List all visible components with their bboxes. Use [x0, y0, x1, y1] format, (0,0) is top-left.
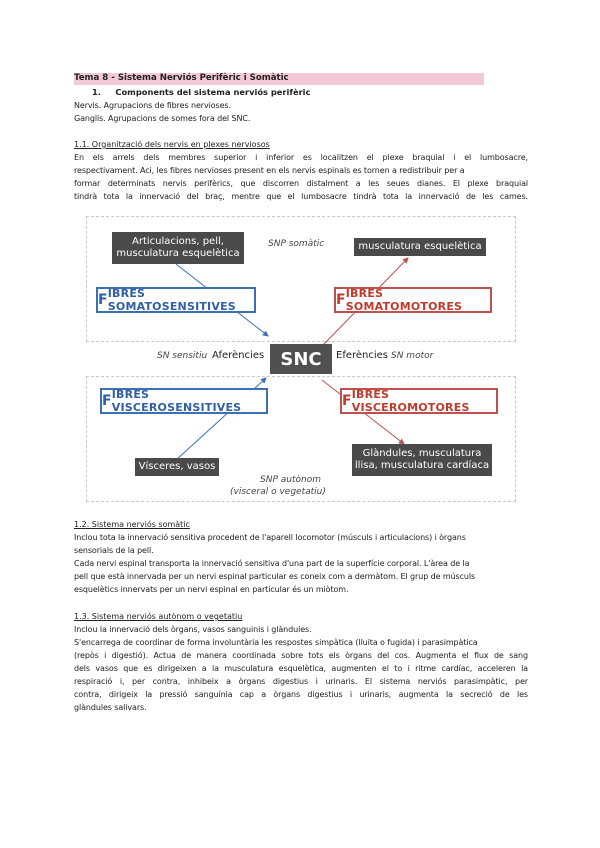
paragraph-line: formar determinats nervis perifèrics, que discorren distalment a les seues dianes. El plexe braquial — [74, 179, 528, 188]
paragraph-line: respiració i, per contra, inhibeix a òrgans digestius i urinaris. El sistema nerviós parasimpàtic, per — [74, 677, 528, 686]
page-title: Tema 8 - Sistema Nerviós Perifèric i Somàtic — [74, 73, 289, 83]
section-title: Components del sistema nerviós perifèric — [115, 87, 311, 97]
label-aferencies: Aferències — [212, 350, 265, 361]
box-articulacions — [112, 232, 244, 264]
box-fibres-somatosensitives — [96, 287, 256, 313]
fibre-label: IBRES SOMATOMOTORES — [345, 287, 463, 313]
intro-line: Nervis. Agrupacions de fibres nervioses. — [74, 101, 231, 110]
paragraph-line: (repòs i digestió). Actua de manera coordinada sobre tots els òrgans del cos. Augmenta el flux de sang — [74, 651, 528, 660]
box-musculatura: musculatura esquelètica — [354, 238, 486, 256]
fibre-initial: F — [342, 393, 352, 409]
paragraph-line: S'encarrega de coordinar de forma involuntària les respostes simpàtica (lluita o fugida) i parasimpàtica — [74, 638, 478, 647]
subsection-heading: 1.3. Sistema nerviós autònom o vegetatiu — [74, 612, 243, 621]
paragraph-line: Inclou la innervació dels òrgans, vasos sanguinis i glàndules. — [74, 625, 312, 634]
label-snp-somatic: SNP somàtic — [268, 239, 325, 249]
fibre-initial: F — [102, 393, 112, 409]
box-fibres-visceromotores — [340, 388, 498, 414]
fibre-label: IBRES SOMATOSENSITIVES — [107, 287, 236, 313]
fibre-initial: F — [98, 292, 108, 308]
box-line: musculatura esquelètica — [116, 248, 240, 259]
paragraph-line: glàndules salivars. — [74, 703, 147, 712]
fibre-label: IBRES VISCEROMOTORES — [351, 388, 470, 414]
fibre-initial: F — [336, 292, 346, 308]
paragraph-line: En els arrels dels membres superior i inferior es localitzen el plexe braquial i el lumbosacre, — [74, 153, 528, 162]
paragraph-line: dels vasos que es dirigeixen a la musculatura esquelètica, augmenten el to i ritme cardíac, acceleren la — [74, 664, 528, 673]
paragraph-line: Cada nervi espinal transporta la innervació sensitiva d'una part de la superfície corporal. L'àrea de la — [74, 559, 470, 568]
box-fibres-somatomotores — [334, 287, 492, 313]
subsection-heading: 1.1. Organització dels nervis en plexes nerviosos — [74, 140, 270, 149]
label-snp-autonom: SNP autònom — [260, 475, 321, 485]
label-sn-sensitiu: SN sensitiu — [157, 351, 208, 361]
paragraph-line: esquelètics innervats per un nervi espinal en particular és un miòtom. — [74, 585, 349, 594]
subsection-heading: 1.2. Sistema nerviós somàtic — [74, 520, 190, 529]
box-line: Articulacions, pell, — [132, 236, 224, 247]
paragraph-line: sensorials de la pell. — [74, 546, 154, 555]
box-fibres-viscerosensitives — [100, 388, 268, 414]
paragraph-line: respectivament. Aci, les fibres nervioses present en els nervis espinals es tornen a redistribuir per a — [74, 166, 465, 175]
box-line: llisa, musculatura cardíaca — [354, 460, 490, 471]
paragraph-line: tindrà tota la innervació del braç, mentre que el lumbosacre tindrà tota la innervació de les cames. — [74, 192, 528, 201]
paragraph-line: Inclou tota la innervació sensitiva procedent de l'aparell locomotor (músculs i articulacions) i òrgans — [74, 533, 466, 542]
box-line: Glàndules, musculatura — [362, 448, 482, 459]
label-eferencies: Eferències — [336, 350, 389, 361]
label-snp-autonom-sub: (visceral o vegetatiu) — [230, 487, 326, 497]
box-visceres: Vísceres, vasos — [135, 458, 219, 476]
snc-box: SNC — [270, 344, 332, 374]
label-sn-motor: SN motor — [391, 351, 434, 361]
fibre-label: IBRES VISCEROSENSITIVES — [111, 388, 242, 414]
paragraph-line: pell que està innervada per un nervi espinal particular es coneix com a dermàtom. El grup de músculs — [74, 572, 476, 581]
intro-line: Ganglis. Agrupacions de somes fora del SNC. — [74, 114, 251, 123]
paragraph-line: contra, dirigeix la pressió sanguínia cap a òrgans digestius i urinaris, augmenta la secreció de les — [74, 690, 528, 699]
box-glandules — [352, 444, 492, 476]
section-number: 1. — [92, 87, 101, 97]
